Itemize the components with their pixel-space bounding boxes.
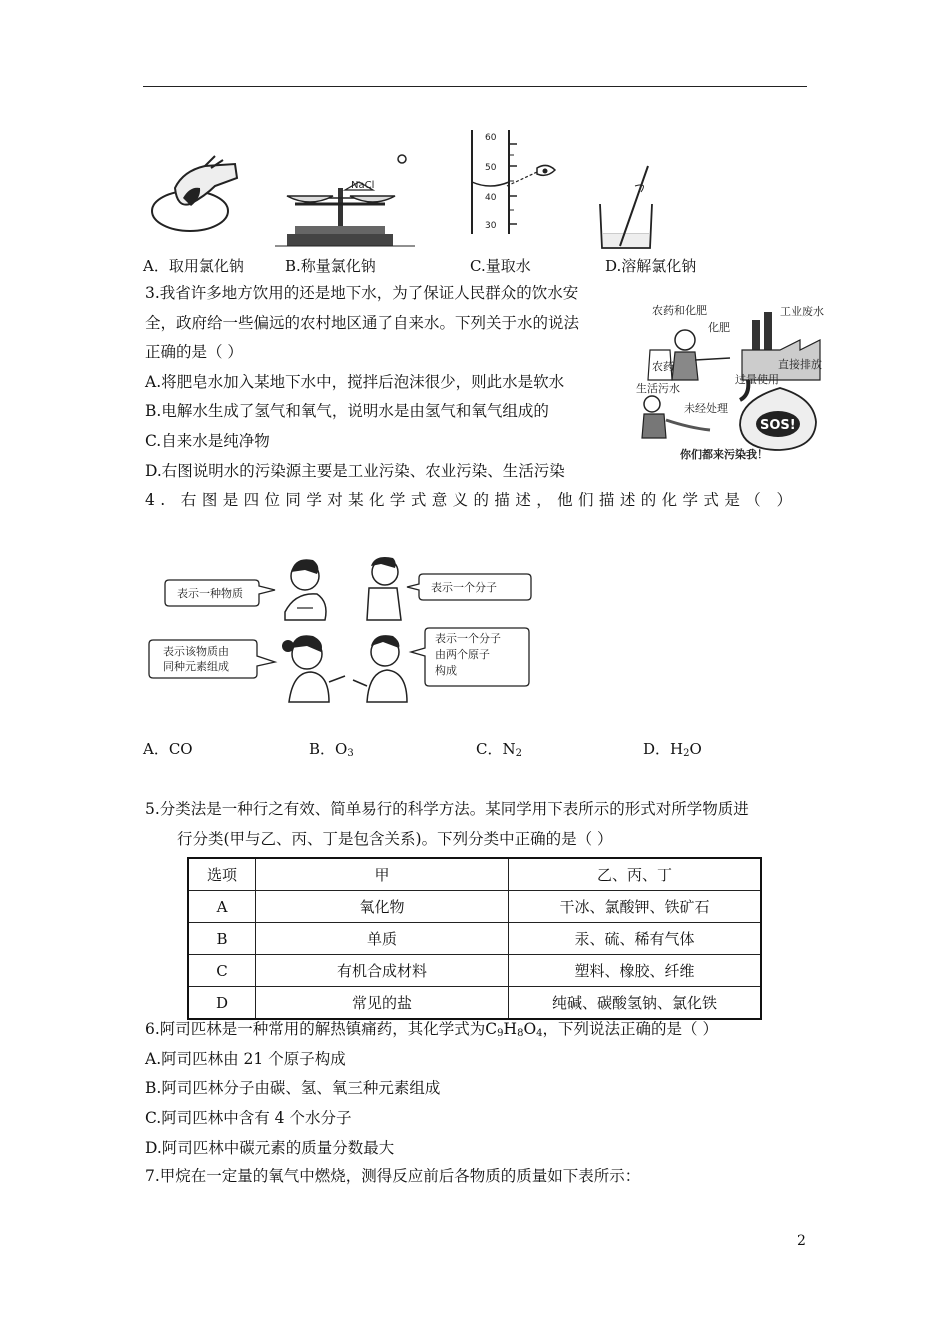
header-rule xyxy=(143,86,807,87)
fig-label-agri: 农药和化肥 xyxy=(652,304,707,317)
q4-question: 4. 右图是四位同学对某化学式意义的描述，他们描述的化学式是（ ） xyxy=(145,491,798,509)
table-cell: A xyxy=(188,891,256,923)
speech-bubble-2 xyxy=(407,574,531,600)
bubble-4-text-line-2: 由两个原子 xyxy=(435,648,490,661)
q5-classification-table xyxy=(187,857,762,1020)
q3-option-a: A.将肥皂水加入某地下水中，搅拌后泡沫很少，则此水是软水 xyxy=(145,373,565,391)
bubble-4-text-line-3: 构成 xyxy=(435,664,457,677)
take-salt-figure xyxy=(152,156,237,231)
fig-label-fert: 化肥 xyxy=(708,321,730,334)
bubble-3-text-line-2: 同种元素组成 xyxy=(163,660,229,673)
table-cell: 单质 xyxy=(256,923,509,955)
table-cell: C xyxy=(188,955,256,987)
speech-bubble-3 xyxy=(149,640,275,678)
q2-option-b: B.称量氯化钠 xyxy=(285,257,376,275)
q3-option-d: D.右图说明水的污染源主要是工业污染、农业污染、生活污染 xyxy=(145,462,565,480)
q4-students-figure xyxy=(145,552,535,710)
q4-option-d: D．$H_2O$ xyxy=(643,740,702,759)
cylinder-tick-30: 30 xyxy=(485,221,497,231)
fig-label-domestic: 生活污水 xyxy=(636,382,680,395)
q6-option-c: C.阿司匹林中含有 4 个水分子 xyxy=(145,1109,352,1127)
balance-figure xyxy=(275,180,415,246)
cylinder-tick-40: 40 xyxy=(485,193,497,203)
q3-question-line-1: 3.我省许多地方饮用的还是地下水，为了保证人民群众的饮水安 xyxy=(145,284,579,302)
q7-question: 7.甲烷在一定量的氧气中燃烧，测得反应前后各物质的质量如下表所示： xyxy=(145,1167,641,1185)
table-row xyxy=(188,923,761,955)
fig-caption: 你们都来污染我！ xyxy=(680,448,768,461)
cylinder-tick-50: 50 xyxy=(485,163,497,173)
fig-label-sos: SOS! xyxy=(760,418,796,433)
q2-option-d: D.溶解氯化钠 xyxy=(605,257,697,275)
fig-label-industry: 工业废水 xyxy=(780,305,824,318)
table-row xyxy=(188,955,761,987)
beaker-figure xyxy=(600,166,652,248)
q2-option-c: C.量取水 xyxy=(470,257,531,275)
fig-label-pesticide: 农药 xyxy=(652,360,674,373)
page-number: 2 xyxy=(797,1233,806,1249)
table-cell: 氧化物 xyxy=(256,891,509,923)
q6-question: 6.阿司匹林是一种常用的解热镇痛药，其化学式为$C_9H_8O_4$，下列说法正确的是（ ） xyxy=(145,1020,718,1039)
table-cell: B xyxy=(188,923,256,955)
q6-option-d: D.阿司匹林中碳元素的质量分数最大 xyxy=(145,1139,395,1157)
bubble-1-text: 表示一种物质 xyxy=(177,587,243,600)
q6-option-b: B.阿司匹林分子由碳、氢、氧三种元素组成 xyxy=(145,1079,441,1097)
q3-question-line-2: 全，政府给一些偏远的农村地区通了自来水。下列关于水的说法 xyxy=(145,314,580,332)
fig-label-direct: 直接排放 xyxy=(778,358,822,371)
q6-option-a: A.阿司匹林由 21 个原子构成 xyxy=(145,1050,346,1068)
table-cell: 塑料、橡胶、纤维 xyxy=(509,955,762,987)
table-cell: 常见的盐 xyxy=(256,987,509,1020)
table-row xyxy=(188,987,761,1020)
bubble-2-text: 表示一个分子 xyxy=(431,581,497,594)
speech-bubble-4 xyxy=(411,628,529,686)
table-header-cell: 选项 xyxy=(188,858,256,891)
q2-option-a: A．取用氯化钠 xyxy=(143,257,244,275)
balance-nacl-label: NaCl xyxy=(351,180,375,191)
student-2 xyxy=(367,557,401,620)
cylinder-figure xyxy=(472,130,555,234)
table-header-row xyxy=(188,858,761,891)
speech-bubble-1 xyxy=(165,580,275,606)
q4-option-a: A．CO xyxy=(143,740,193,758)
table-cell: 有机合成材料 xyxy=(256,955,509,987)
cylinder-tick-60: 60 xyxy=(485,133,497,143)
q5-question-line-2: 行分类(甲与乙、丙、丁是包含关系)。下列分类中正确的是（ ） xyxy=(177,830,613,848)
bubble-4-text-line-1: 表示一个分子 xyxy=(435,632,501,645)
q4-option-c: C．$N_2$ xyxy=(476,740,522,759)
small-circle-mark xyxy=(398,155,406,163)
q3-option-b: B.电解水生成了氢气和氧气，说明水是由氢气和氧气组成的 xyxy=(145,402,549,420)
student-3 xyxy=(282,635,345,702)
fig-label-untreated: 未经处理 xyxy=(684,402,728,415)
student-1 xyxy=(285,559,326,620)
q3-question-line-3: 正确的是（ ） xyxy=(145,343,243,361)
student-4 xyxy=(353,635,407,702)
q2-experiment-figures xyxy=(145,126,745,252)
q3-option-c: C.自来水是纯净物 xyxy=(145,432,270,450)
bubble-3-text-line-1: 表示该物质由 xyxy=(163,645,229,658)
water-pollution-figure xyxy=(630,300,832,464)
table-row xyxy=(188,891,761,923)
table-cell: 纯碱、碳酸氢钠、氯化铁 xyxy=(509,987,762,1020)
fig-label-overuse: 过量使用 xyxy=(735,373,779,386)
table-header-cell: 甲 xyxy=(256,858,509,891)
table-cell: D xyxy=(188,987,256,1020)
table-cell: 干冰、氯酸钾、铁矿石 xyxy=(509,891,762,923)
q5-question-line-1: 5.分类法是一种行之有效、简单易行的科学方法。某同学用下表所示的形式对所学物质进 xyxy=(145,800,749,818)
q4-option-b: B．$O_3$ xyxy=(309,740,354,759)
table-cell: 汞、硫、稀有气体 xyxy=(509,923,762,955)
table-header-cell: 乙、丙、丁 xyxy=(509,858,762,891)
